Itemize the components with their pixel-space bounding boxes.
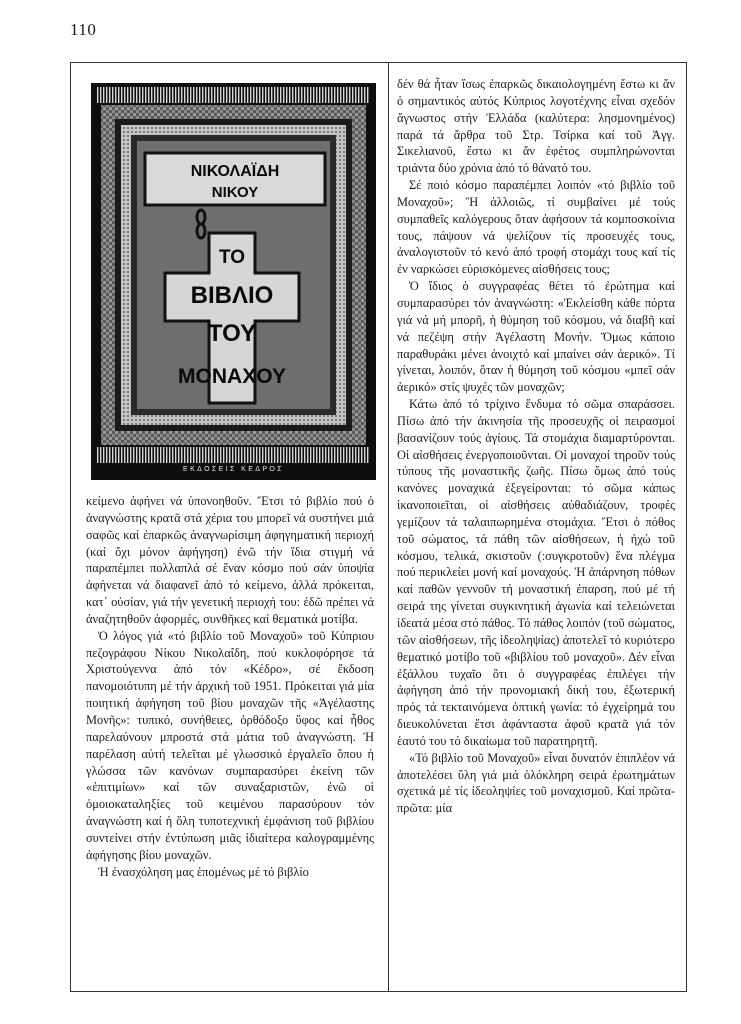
book-cover-illustration <box>91 83 376 480</box>
cover-title-line-5: ΤΟΥ <box>207 320 257 347</box>
paragraph: «Τό βιβλίο τοῦ Μοναχοῦ» εἶναι δυνατόν ἐπιπλέον νά ἀποτελέσει ὕλη γιά μιά ὁλόκληρη σειρά ἐρωτημάτων σχετικά μέ τίς ἰδεοληψίες τοῦ μοναχισμοῦ. Καί πρῶτα-πρῶτα: μία <box>397 750 675 816</box>
paragraph: Σέ ποιό κόσμο παραπέμπει λοιπόν «τό βιβλίο τοῦ Μοναχοῦ»; Ἢ ἀλλοιῶς, τί συμβαίνει μέ τούς συμπαθεῖς καλόγερους ὅταν ἀφήσουν τά κομποσκοίνια τους, πάψουν νά ψελίζουν τίς προσευχές τους, ἀναλογιστοῦν τό κενό ἀπό τροφή στομάχι τους καί τίς ἐν ναρκώσει εὑρισκόμενες αἰσθήσεις τους; <box>397 178 675 277</box>
paragraph: Ὁ ἴδιος ὁ συγγραφέας θέτει τό ἐρώτημα καί συμπαρασύρει τόν ἀναγνώστη: «Ἐκλείσθη κάθε πόρτα γιά νά μή μπορῆ, ἡ θύμηση τοῦ κόσμου, νά διαβῆ καί νά πεζέψη στήν Ἀγέλαστη Μονήν. Ὅμως κάποιο παραθυράκι μένει ἀνοιχτό καί μπαίνει σάν ἀερικό». Τί γίνεται, λοιπόν, ὅταν ἡ θύμηση τοῦ κόσμου «μπεῖ σάν ἀερικό» στίς ψυχές τῶν μοναχῶν; <box>397 279 675 395</box>
cover-title-line-6: ΜΟΝΑΧΟΥ <box>178 365 286 388</box>
paragraph: Ὁ λόγος γιά «τό βιβλίο τοῦ Μοναχοῦ» τοῦ Κύπριου πεζογράφου Νίκου Νικολαΐδη, πού κυκλοφόρησε τά Χριστούγεννα ἀπό τόν «Κέδρο», σέ ἔκδοση πανομοιότυπη μέ τήν ἀρχική τοῦ 1951. Πρόκειται γιά μία ποιητική ἀφήγηση τοῦ βίου μοναχῶν τῆς «Ἀγέλαστης Μονῆς»: τυπικό, συνήθειες, ὀρθόδοξο ὕφος καί ἦθος παρελαύνουν μπροστά στά μάτια τοῦ ἀναγνώστη. Ἡ παρέλαση αὐτή τελεῖται μέ γλωσσικό ἐργαλεῖο ὅπου ἡ γλώσσα τῶν κανόνων συμπαρασύρει ἐκείνη τῶν «ἐπιτιμίων» καί τῶν συναξαριστῶν, ἐνῶ οἱ ὁμοιοκαταληξίες τοῦ κειμένου παρασύρουν τόν ἀναγνώστη καί ἡ ὅλη τυποτεχνική ἐμφάνιση τοῦ βιβλίου συντείνει στήν ἐντύπωση μιᾶς ἰδιαίτερα καλογραμμένης ἀφήγησης βίου μοναχῶν. <box>86 628 374 862</box>
cover-title-line-3: ΤΟ <box>218 247 246 268</box>
rug-fringe-bottom <box>97 447 370 463</box>
left-text-column <box>86 493 374 880</box>
rug-fringe-top <box>97 87 370 103</box>
page-number: 110 <box>70 20 97 39</box>
right-text-column <box>397 76 675 817</box>
cover-title-line-4: ΒΙΒΛΙΟ <box>190 282 274 309</box>
cover-title-line-1: ΝΙΚΟΛΑΪΔΗ <box>190 163 280 180</box>
paragraph: Ἡ ἐνασχόληση μας ἑπομένως μέ τό βιβλίο <box>98 864 309 879</box>
cover-title-line-2: ΝΙΚΟΥ <box>211 184 259 201</box>
column-divider <box>388 62 389 992</box>
book-cover-figure <box>91 83 376 480</box>
paragraph: κείμενο ἀφήνει νά ὑπονοηθοῦν. Ἔτσι τό βιβλίο πού ὁ ἀναγνώστης κρατᾶ στά χέρια του μπορεῖ νά συστήνει μιά σαφῶς καί ἐπαρκῶς ἀναγνωρίσιμη ἀφηγηματική περιοχή (καί ὄχι μόνον ἀφήγηση) ἐνῶ τήν ἴδια στιγμή νά παραπέμπει πολλαπλά σέ ἕναν κόσμο πού σάν ὑποψία ἀφήνεται νά διαφανεῖ ἀπό τό κείμενο, ἀλλά πρόκειται, κατ᾽ οὐσίαν, γιά τήν γενετική περιοχή του: ἐδῶ πρέπει νά ἀναζητηθοῦν ἀφορμές, συνθῆκες καί θεματικά μοτίβα. <box>86 494 374 626</box>
paragraph: Κάτω ἀπό τό τρίχινο ἔνδυμα τό σῶμα σπαράσσει. Πίσω ἀπό τήν ἀκινησία τῆς προσευχῆς οἱ πειρασμοί βασανίζουν τούς ἁγίους. Τά στομάχια διαμαρτύρονται. Οἱ αἰσθήσεις ἐνεργοποιοῦνται. Οἱ μοναχοί τηροῦν τούς τύπους τῆς μοναστικῆς ζωῆς. Πίσω ὅμως ἀπό τούς κανόνες μοναχικά ἐξεγείρονται: τό σῶμα κάπως ἱκανοποιεῖται, οἱ αἰσθήσεις αὐθαδιάζουν, τροφές γεμίζουν τά ταλαιπωρημένα στομάχια. Ἔτσι ὁ πόθος τοῦ σώματος, τά πάθη τῶν αἰσθήσεων, ἡ ἠχώ τοῦ κόσμου, τελικά, σκιστοῦν (:συγκροτοῦν) ἕνα πλέγμα πού περικλείει μονή καί μοναχούς. Ἡ ἀπάρνηση πόθων καί παθῶν γεννοῦν τή μοναστική ἐπαρση, πού μέ τή σειρά της γίνεται συγκινητική ἀγωνία καί τελειώνεται ἰδεατά μέσα στό πάθος. Τό πάθος λοιπόν (τοῦ σώματος, τῶν αἰσθήσεων, τῆς ἰδεοληψίας) ἀποτελεῖ τό κυριότερο θεματικό μοτίβο τοῦ «βιβλίου τοῦ μοναχοῦ». Δέν εἶναι ἐξάλλου τυχαῖο ὅτι ὁ συγγραφέας ἐπιλέγει τήν ἀφήγηση ἀπό τήν προνομιακή δική του, ἐξωτερική πρός τά τεκταινόμενα ὀπτική γωνία: τό ἐγχείρημά του διευκολύνεται ἔτσι ἀφάνταστα ἀφοῦ κρατᾶ γιά τόν ἑαυτό του τό δικαίωμα τοῦ παρατηρητῆ. <box>397 397 675 748</box>
publisher-caption: ΕΚΔΟΣΕΙΣ ΚΕΔΡΟΣ <box>183 466 284 473</box>
paragraph: δέν θά ἦταν ἴσως ἐπαρκῶς δικαιολογημένη ἔστω κι ἄν ὁ σημαντικός αὐτός Κύπριος λογοτέχνης εἶναι σχεδόν ἄγνωστος στήν Ἑλλάδα (καλύτερα: λησμονημένος) παρά τά ἄρθρα τοῦ Στρ. Τσίρκα καί τοῦ Ἀγγ. Σικελιανοῦ, ἔστω κι ἄν ἐφέτος συμπληρώνονται τριάντα δύο χρόνια ἀπό τό θάνατό του. <box>397 77 675 176</box>
